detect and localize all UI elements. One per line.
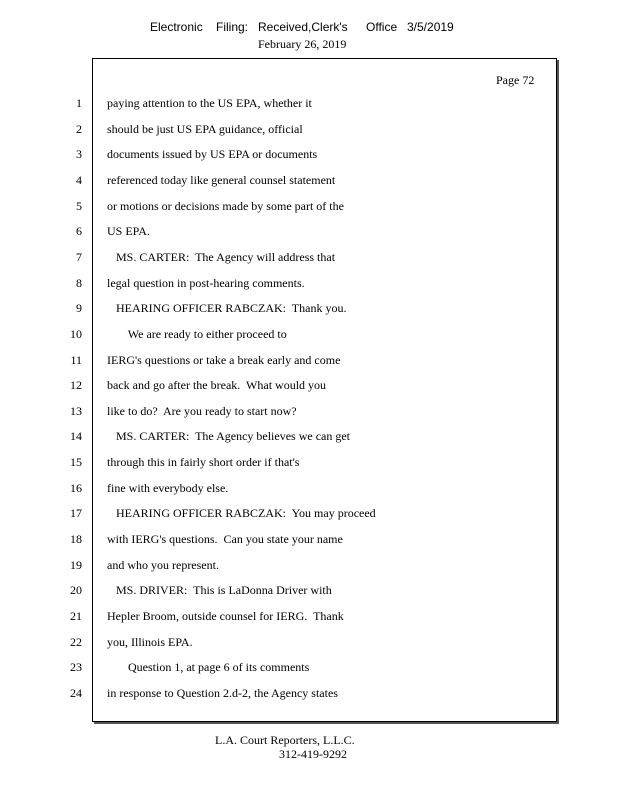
line-text: through this in fairly short order if that's (107, 455, 300, 469)
line-text: and who you represent. (107, 558, 219, 572)
filing-stamp-word: Electronic (150, 20, 203, 34)
footer-phone: 312-419-9292 (279, 747, 347, 761)
line-number: 16 (70, 481, 82, 495)
line-number: 17 (70, 506, 82, 520)
line-number: 3 (76, 147, 82, 161)
line-number: 5 (76, 199, 82, 213)
line-number: 11 (70, 353, 82, 367)
line-text: or motions or decisions made by some part of the (107, 199, 344, 213)
line-number: 1 (76, 96, 82, 110)
line-number: 22 (70, 635, 82, 649)
line-number: 14 (70, 429, 82, 443)
line-number: 23 (70, 660, 82, 674)
line-number: 12 (70, 378, 82, 392)
line-text: Hepler Broom, outside counsel for IERG. Thank (107, 609, 344, 623)
line-text: in response to Question 2.d-2, the Agency states (107, 686, 338, 700)
line-number: 18 (70, 532, 82, 546)
line-number: 10 (70, 327, 82, 341)
line-number: 7 (76, 250, 82, 264)
line-text: documents issued by US EPA or documents (107, 147, 318, 161)
line-text: legal question in post-hearing comments. (107, 276, 305, 290)
line-number: 2 (76, 122, 82, 136)
line-text: IERG's questions or take a break early and come (107, 353, 341, 367)
line-text: paying attention to the US EPA, whether it (107, 96, 312, 110)
line-text: We are ready to either proceed to (107, 327, 287, 341)
line-number: 24 (70, 686, 82, 700)
line-number: 8 (76, 276, 82, 290)
line-number: 4 (76, 173, 82, 187)
line-text: referenced today like general counsel statement (107, 173, 336, 187)
line-number: 13 (70, 404, 82, 418)
line-number: 9 (76, 301, 82, 315)
filing-stamp-word: 3/5/2019 (407, 20, 454, 34)
filing-stamp-word: Filing: (216, 20, 249, 34)
footer-company: L.A. Court Reporters, L.L.C. (215, 733, 355, 747)
line-text: HEARING OFFICER RABCZAK: You may proceed (107, 506, 376, 520)
line-text: MS. CARTER: The Agency will address that (107, 250, 336, 264)
header-date: February 26, 2019 (258, 37, 347, 51)
line-number: 6 (76, 224, 82, 238)
line-text: fine with everybody else. (107, 481, 229, 495)
line-text: like to do? Are you ready to start now? (107, 404, 297, 418)
line-text: MS. CARTER: The Agency believes we can get (107, 429, 351, 443)
line-number: 21 (70, 609, 82, 623)
line-text: should be just US EPA guidance, official (107, 122, 303, 136)
line-text: Question 1, at page 6 of its comments (107, 660, 310, 674)
line-number: 15 (70, 455, 82, 469)
line-text: US EPA. (107, 224, 150, 238)
line-text: MS. DRIVER: This is LaDonna Driver with (107, 583, 332, 597)
line-number: 20 (70, 583, 82, 597)
line-text: with IERG's questions. Can you state your name (107, 532, 343, 546)
line-text: back and go after the break. What would you (107, 378, 327, 392)
line-number: 19 (70, 558, 82, 572)
line-text: HEARING OFFICER RABCZAK: Thank you. (107, 301, 347, 315)
filing-stamp-word: Office (366, 20, 398, 34)
filing-stamp-word: Received,Clerk's (258, 20, 348, 34)
page-number: Page 72 (496, 73, 535, 87)
line-text: you, Illinois EPA. (107, 635, 193, 649)
